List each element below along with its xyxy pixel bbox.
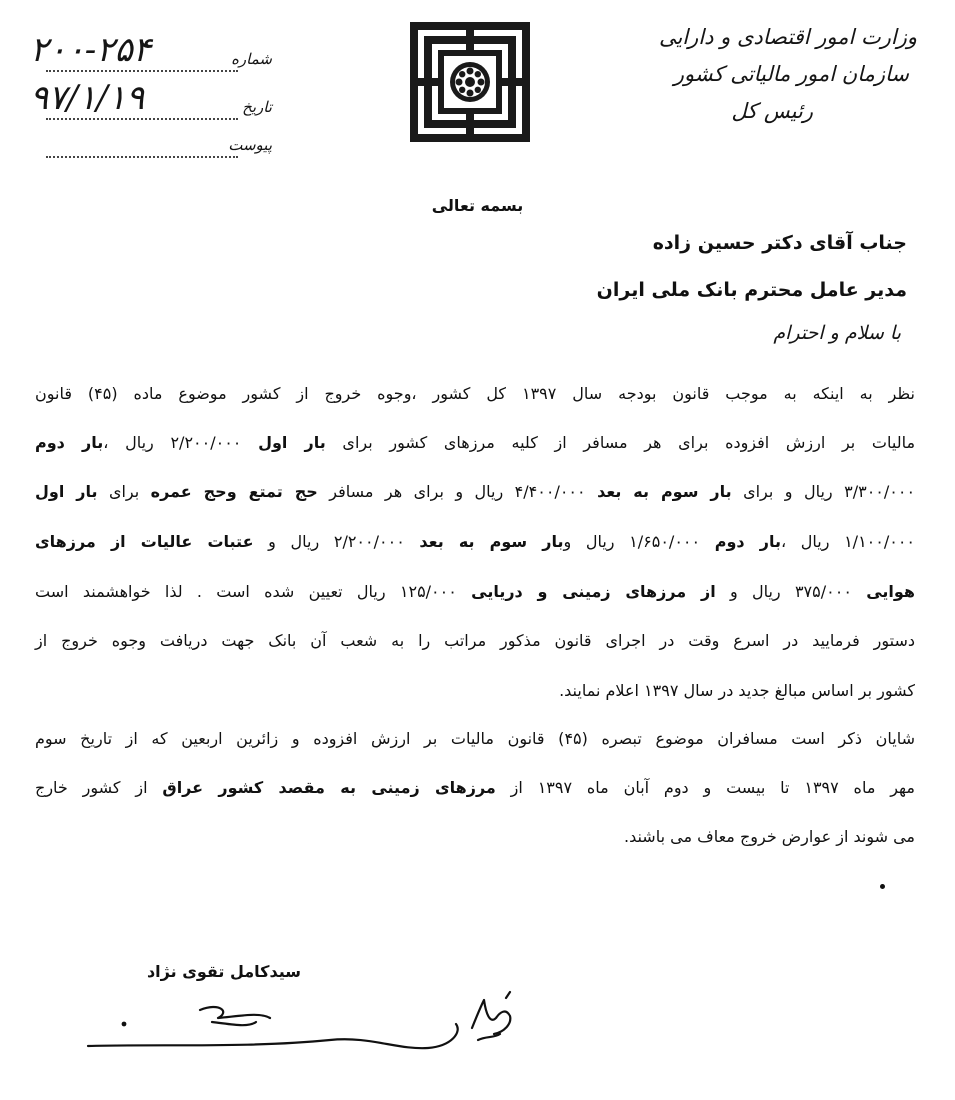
bold-text: بار دوم <box>35 433 104 452</box>
body-text: می شوند از عوارض خروج معاف می باشند. <box>623 827 915 846</box>
signer-name: سیدکامل تقوی نژاد <box>146 962 301 981</box>
body-line <box>35 584 915 600</box>
body-text: کشور بر اساس مبالغ جدید در سال ۱۳۹۷ اعلام نمایند. <box>559 681 915 700</box>
body-text: مالیات بر ارزش افزوده برای هر مسافر از کلیه مرزهای کشور برای <box>325 433 916 452</box>
letter-number: ۲۰۰-۲۵۴ <box>30 30 152 70</box>
ministry-header <box>657 26 917 137</box>
bold-text: بار سوم به بعد <box>597 482 732 501</box>
body-text: مهر ماه ۱۳۹۷ تا بیست و دوم آبان ماه ۱۳۹۷ از <box>495 778 915 797</box>
date-label: تاریخ <box>242 98 272 116</box>
body-text: دستور فرمایید در اسرع وقت در اجرای قانون مذکور مراتب را به شعب آن بانک جهت دریافت وجوه خروج از <box>35 631 915 650</box>
bold-text: هوایی <box>866 582 916 601</box>
body-text: نظر به اینکه به موجب قانون بودجه سال ۱۳۹۷ کل کشور ،وجوه خروج از کشور موضوع ماده (۴۵) قانون <box>35 384 916 403</box>
body-line <box>35 683 915 699</box>
dotted-line <box>46 156 238 158</box>
letter-meta <box>26 18 276 158</box>
body-line <box>35 484 915 500</box>
body-line <box>35 731 915 747</box>
body-text: شایان ذکر است مسافران موضوع تبصره (۴۵) قانون مالیات بر ارزش افزوده و زائرین اربعین که از تاریخ سوم <box>35 729 915 748</box>
ministry-line: وزارت امور اقتصادی و دارایی <box>658 25 917 49</box>
ink-dot <box>880 884 885 889</box>
bold-text: حج تمتع وحج عمره <box>150 482 318 501</box>
body-text: ۱/۶۵۰/۰۰۰ ریال و <box>563 532 715 551</box>
body-text: از کشور خارج <box>35 778 163 797</box>
organization-line: سازمان امور مالیاتی کشور <box>673 62 909 87</box>
bold-text: از مرزهای زمینی و دریایی <box>471 582 716 601</box>
attachment-row <box>26 118 276 162</box>
body-line <box>35 633 915 649</box>
body-text: ۲/۲۰۰/۰۰۰ ریال و <box>253 532 420 551</box>
number-label: شماره <box>231 50 272 68</box>
number-row <box>26 32 276 76</box>
body-text: ۲/۲۰۰/۰۰۰ ریال ، <box>103 433 259 452</box>
body-line <box>35 829 915 845</box>
bold-text: مرزهای زمینی به مقصد کشور عراق <box>162 778 496 797</box>
tax-organization-logo-icon <box>408 20 532 144</box>
body-text: برای <box>97 482 151 501</box>
recipient-name: جناب آقای دکتر حسین زاده <box>652 232 907 254</box>
body-text: ۴/۴۰۰/۰۰۰ ریال و برای هر مسافر <box>317 482 598 501</box>
bold-text: بار اول <box>258 433 326 452</box>
handwritten-signature <box>80 988 530 1068</box>
body-text: ۱/۱۰۰/۰۰۰ ریال ، <box>780 532 916 551</box>
bold-text: بار اول <box>35 482 98 501</box>
salutation: با سلام و احترام <box>773 322 901 344</box>
body-line <box>35 534 915 550</box>
invocation: بسمه تعالی <box>431 196 524 215</box>
dotted-line <box>46 70 238 72</box>
body-line <box>35 386 915 402</box>
bold-text: بار سوم به بعد <box>419 532 564 551</box>
letter-date: ۹۷/۱/۱۹ <box>30 78 145 118</box>
recipient-title: مدیر عامل محترم بانک ملی ایران <box>596 279 907 301</box>
body-text: ۳۷۵/۰۰۰ ریال و <box>715 582 867 601</box>
bold-text: بار دوم <box>714 532 781 551</box>
head-title-line: رئیس کل <box>731 99 813 124</box>
body-line <box>35 435 915 451</box>
body-text: ۱۲۵/۰۰۰ ریال تعیین شده است . لذا خواهشمند است <box>35 582 472 601</box>
attachment-label: پیوست <box>228 136 272 154</box>
bold-text: عتبات عالیات از مرزهای <box>35 532 254 551</box>
body-line <box>35 780 915 796</box>
body-text: ۳/۳۰۰/۰۰۰ ریال و برای <box>731 482 916 501</box>
